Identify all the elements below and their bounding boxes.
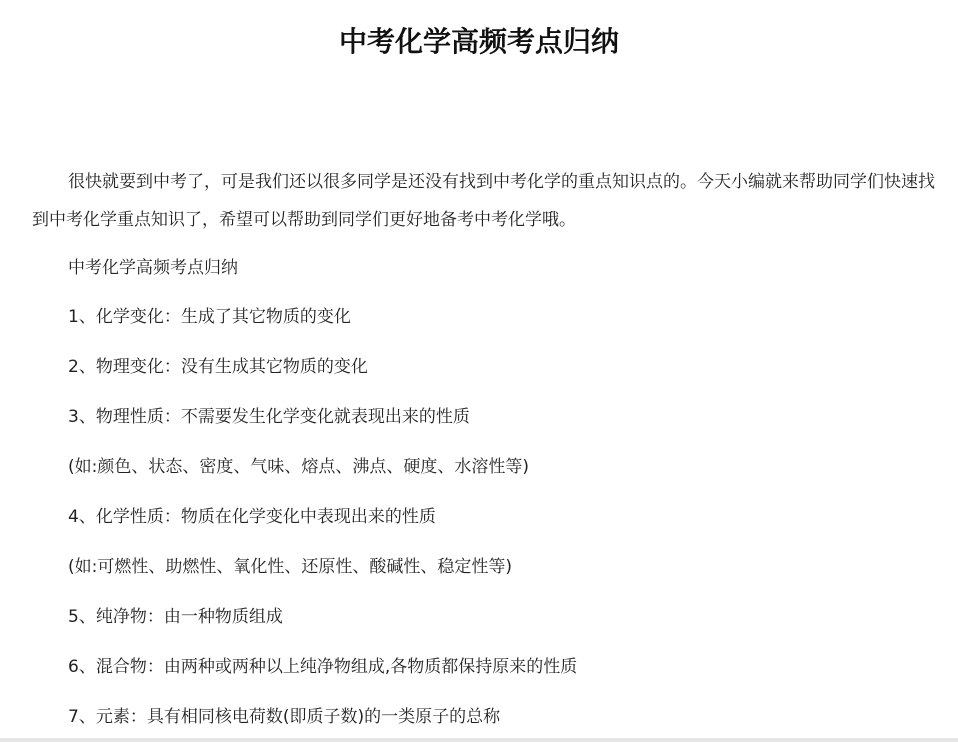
article-title: 中考化学高频考点归纳 — [338, 25, 619, 58]
list-item: (如:可燃性、助燃性、氧化性、还原性、酸碱性、稳定性等) — [68, 557, 512, 577]
list-item: 6、混合物：由两种或两种以上纯净物组成,各物质都保持原来的性质 — [68, 657, 578, 677]
list-item: 7、元素：具有相同核电荷数(即质子数)的一类原子的总称 — [68, 707, 501, 727]
section-subtitle: 中考化学高频考点归纳 — [68, 258, 238, 278]
bottom-divider — [0, 738, 958, 742]
list-item: 1、化学变化：生成了其它物质的变化 — [68, 307, 351, 327]
intro-paragraph: 很快就要到中考了，可是我们还以很多同学是还没有找到中考化学的重点知识点的。今天小编就来帮助同学们快速找到中考化学重点知识了，希望可以帮助到同学们更好地备考中考化学哦。 — [32, 172, 935, 230]
list-item: 4、化学性质：物质在化学变化中表现出来的性质 — [68, 507, 436, 527]
list-item: 3、物理性质：不需要发生化学变化就表现出来的性质 — [68, 407, 470, 427]
list-item: (如:颜色、状态、密度、气味、熔点、沸点、硬度、水溶性等) — [68, 457, 529, 477]
list-item: 5、纯净物：由一种物质组成 — [68, 607, 283, 627]
list-item: 2、物理变化：没有生成其它物质的变化 — [68, 357, 368, 377]
